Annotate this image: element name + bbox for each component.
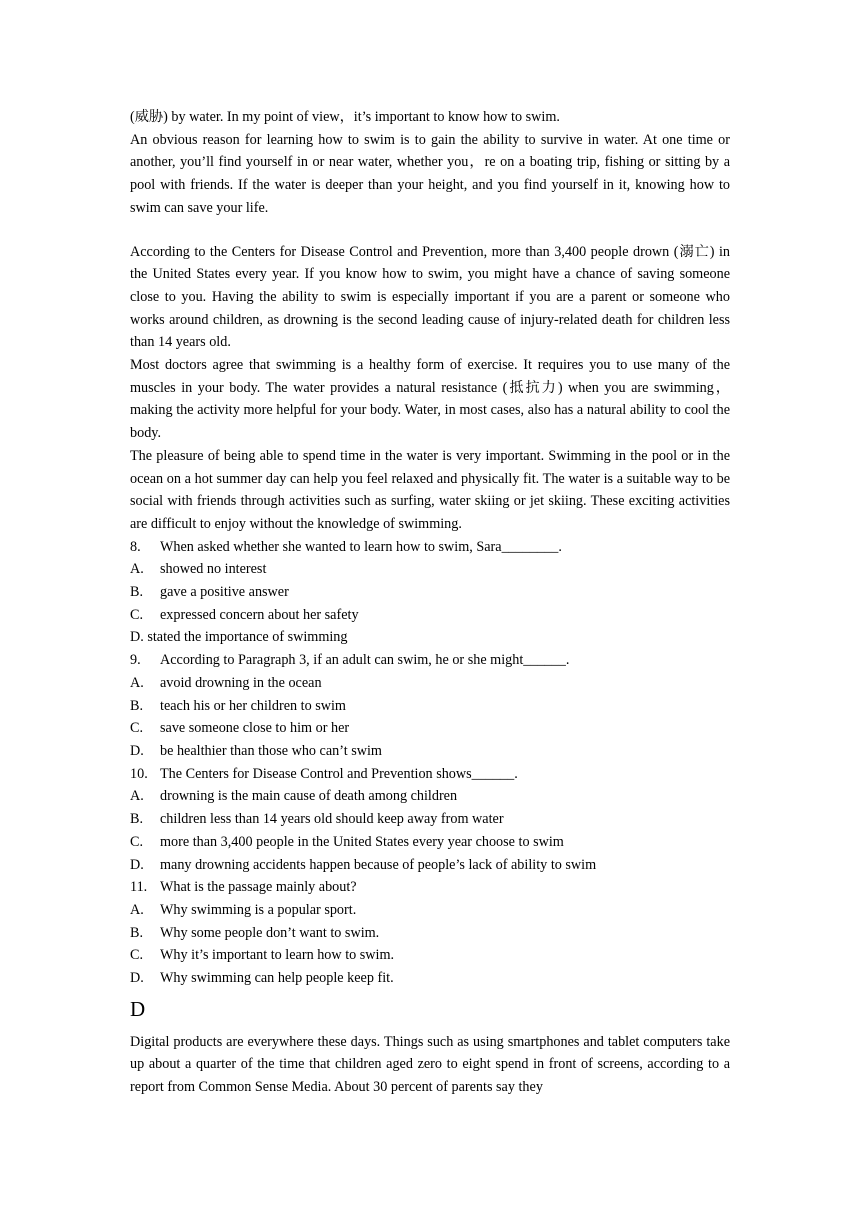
question-text: The Centers for Disease Control and Prevention shows______. [160,765,518,782]
option-text: teach his or her children to swim [160,697,346,714]
option-a[interactable] [130,558,730,581]
option-c[interactable] [130,831,730,854]
option-letter: B. [130,811,144,828]
option-letter: C. [130,947,144,964]
option-b[interactable] [130,695,730,718]
option-letter: C. [130,606,144,623]
question-stem [130,649,730,672]
option-d[interactable] [130,854,730,877]
option-c[interactable] [130,944,730,967]
passage-c-paragraph-2: An obvious reason for learning how to swim is to gain the ability to survive in water. At one time or another, you’ll find yourself in or near water, whether you，re on a boating trip, fishing or sitting by a pool with friends. If the water is deeper than your height, and you find yourself in it, knowing how to swim can save your life. [130,131,730,216]
option-letter: D. [130,629,144,646]
option-text: stated the importance of swimming [147,629,348,646]
option-letter: D. [130,742,144,759]
option-letter: A. [130,901,144,918]
question-text: When asked whether she wanted to learn how to swim, Sara________. [160,538,562,555]
option-text: avoid drowning in the ocean [160,674,322,691]
option-text: more than 3,400 people in the United States every year choose to swim [160,833,564,850]
question-text: According to Paragraph 3, if an adult can swim, he or she might______. [160,652,570,669]
question-number: 11. [130,879,148,896]
option-letter: A. [130,788,144,805]
option-letter: B. [130,697,144,714]
section-heading-d: D [130,996,146,1021]
option-text: Why swimming is a popular sport. [160,901,357,918]
question-11 [130,876,730,990]
option-a[interactable] [130,899,730,922]
question-number: 9. [130,652,141,669]
option-d[interactable] [130,967,730,990]
question-number: 8. [130,538,141,555]
passage-c-paragraph-1: (威胁) by water. In my point of view，it’s important to know how to swim. [130,109,560,125]
option-text: drowning is the main cause of death among children [160,788,458,805]
option-a[interactable] [130,672,730,695]
question-stem [130,536,730,559]
option-letter: B. [130,584,144,601]
option-text: many drowning accidents happen because of people’s lack of ability to swim [160,856,597,873]
option-d[interactable] [130,626,730,649]
option-letter: D. [130,856,144,873]
question-10 [130,763,730,877]
option-text: expressed concern about her safety [160,606,359,623]
option-c[interactable] [130,717,730,740]
option-letter: C. [130,833,144,850]
question-8 [130,536,730,650]
option-text: Why swimming can help people keep fit. [160,970,394,987]
document-page [130,106,730,1099]
passage-c-paragraph-4: Most doctors agree that swimming is a healthy form of exercise. It requires you to use many of the muscles in your body. The water provides a natural resistance (抵抗力) when you are swimming，making the activity more helpful for your body. Water, in most cases, also has a natural ability to cool the body. [130,357,730,442]
option-b[interactable] [130,922,730,945]
option-b[interactable] [130,581,730,604]
question-9 [130,649,730,763]
option-text: be healthier than those who can’t swim [160,742,382,759]
option-b[interactable] [130,808,730,831]
option-text: Why it’s important to learn how to swim. [160,947,395,964]
option-text: gave a positive answer [160,584,289,601]
question-stem [130,876,730,899]
option-letter: D. [130,970,144,987]
option-text: save someone close to him or her [160,720,350,737]
paragraph-gap [130,220,730,241]
option-letter: A. [130,674,144,691]
option-a[interactable] [130,785,730,808]
option-letter: B. [130,924,144,941]
passage-d-paragraph-1: Digital products are everywhere these days. Things such as using smartphones and tablet computers take up about a quarter of the time that children aged zero to eight spend in front of screens, according to a report from Common Sense Media. About 30 percent of parents say they [130,1033,730,1096]
question-text: What is the passage mainly about? [160,879,357,896]
option-c[interactable] [130,604,730,627]
option-letter: C. [130,720,144,737]
passage-c-paragraph-5: The pleasure of being able to spend time in the water is very important. Swimming in the pool or in the ocean on a hot summer day can help you feel relaxed and physically fit. The water is a suitable way to be social with friends through activities such as surfing, water skiing or jet skiing. These exciting activities are difficult to enjoy without the knowledge of swimming. [130,447,730,532]
option-text: Why some people don’t want to swim. [160,924,380,941]
passage-c-paragraph-3: According to the Centers for Disease Control and Prevention, more than 3,400 people drown (溺亡) in the United States every year. If you know how to swim, you might have a chance of saving someone close to you. Having the ability to swim is especially important if you are a parent or someone who works around children, as drowning is the second leading cause of injury-related death for children less than 14 years old. [130,243,730,351]
question-stem [130,763,730,786]
option-d[interactable] [130,740,730,763]
option-letter: A. [130,561,144,578]
option-text: children less than 14 years old should keep away from water [160,811,504,828]
option-text: showed no interest [160,561,267,578]
question-number: 10. [130,765,148,782]
